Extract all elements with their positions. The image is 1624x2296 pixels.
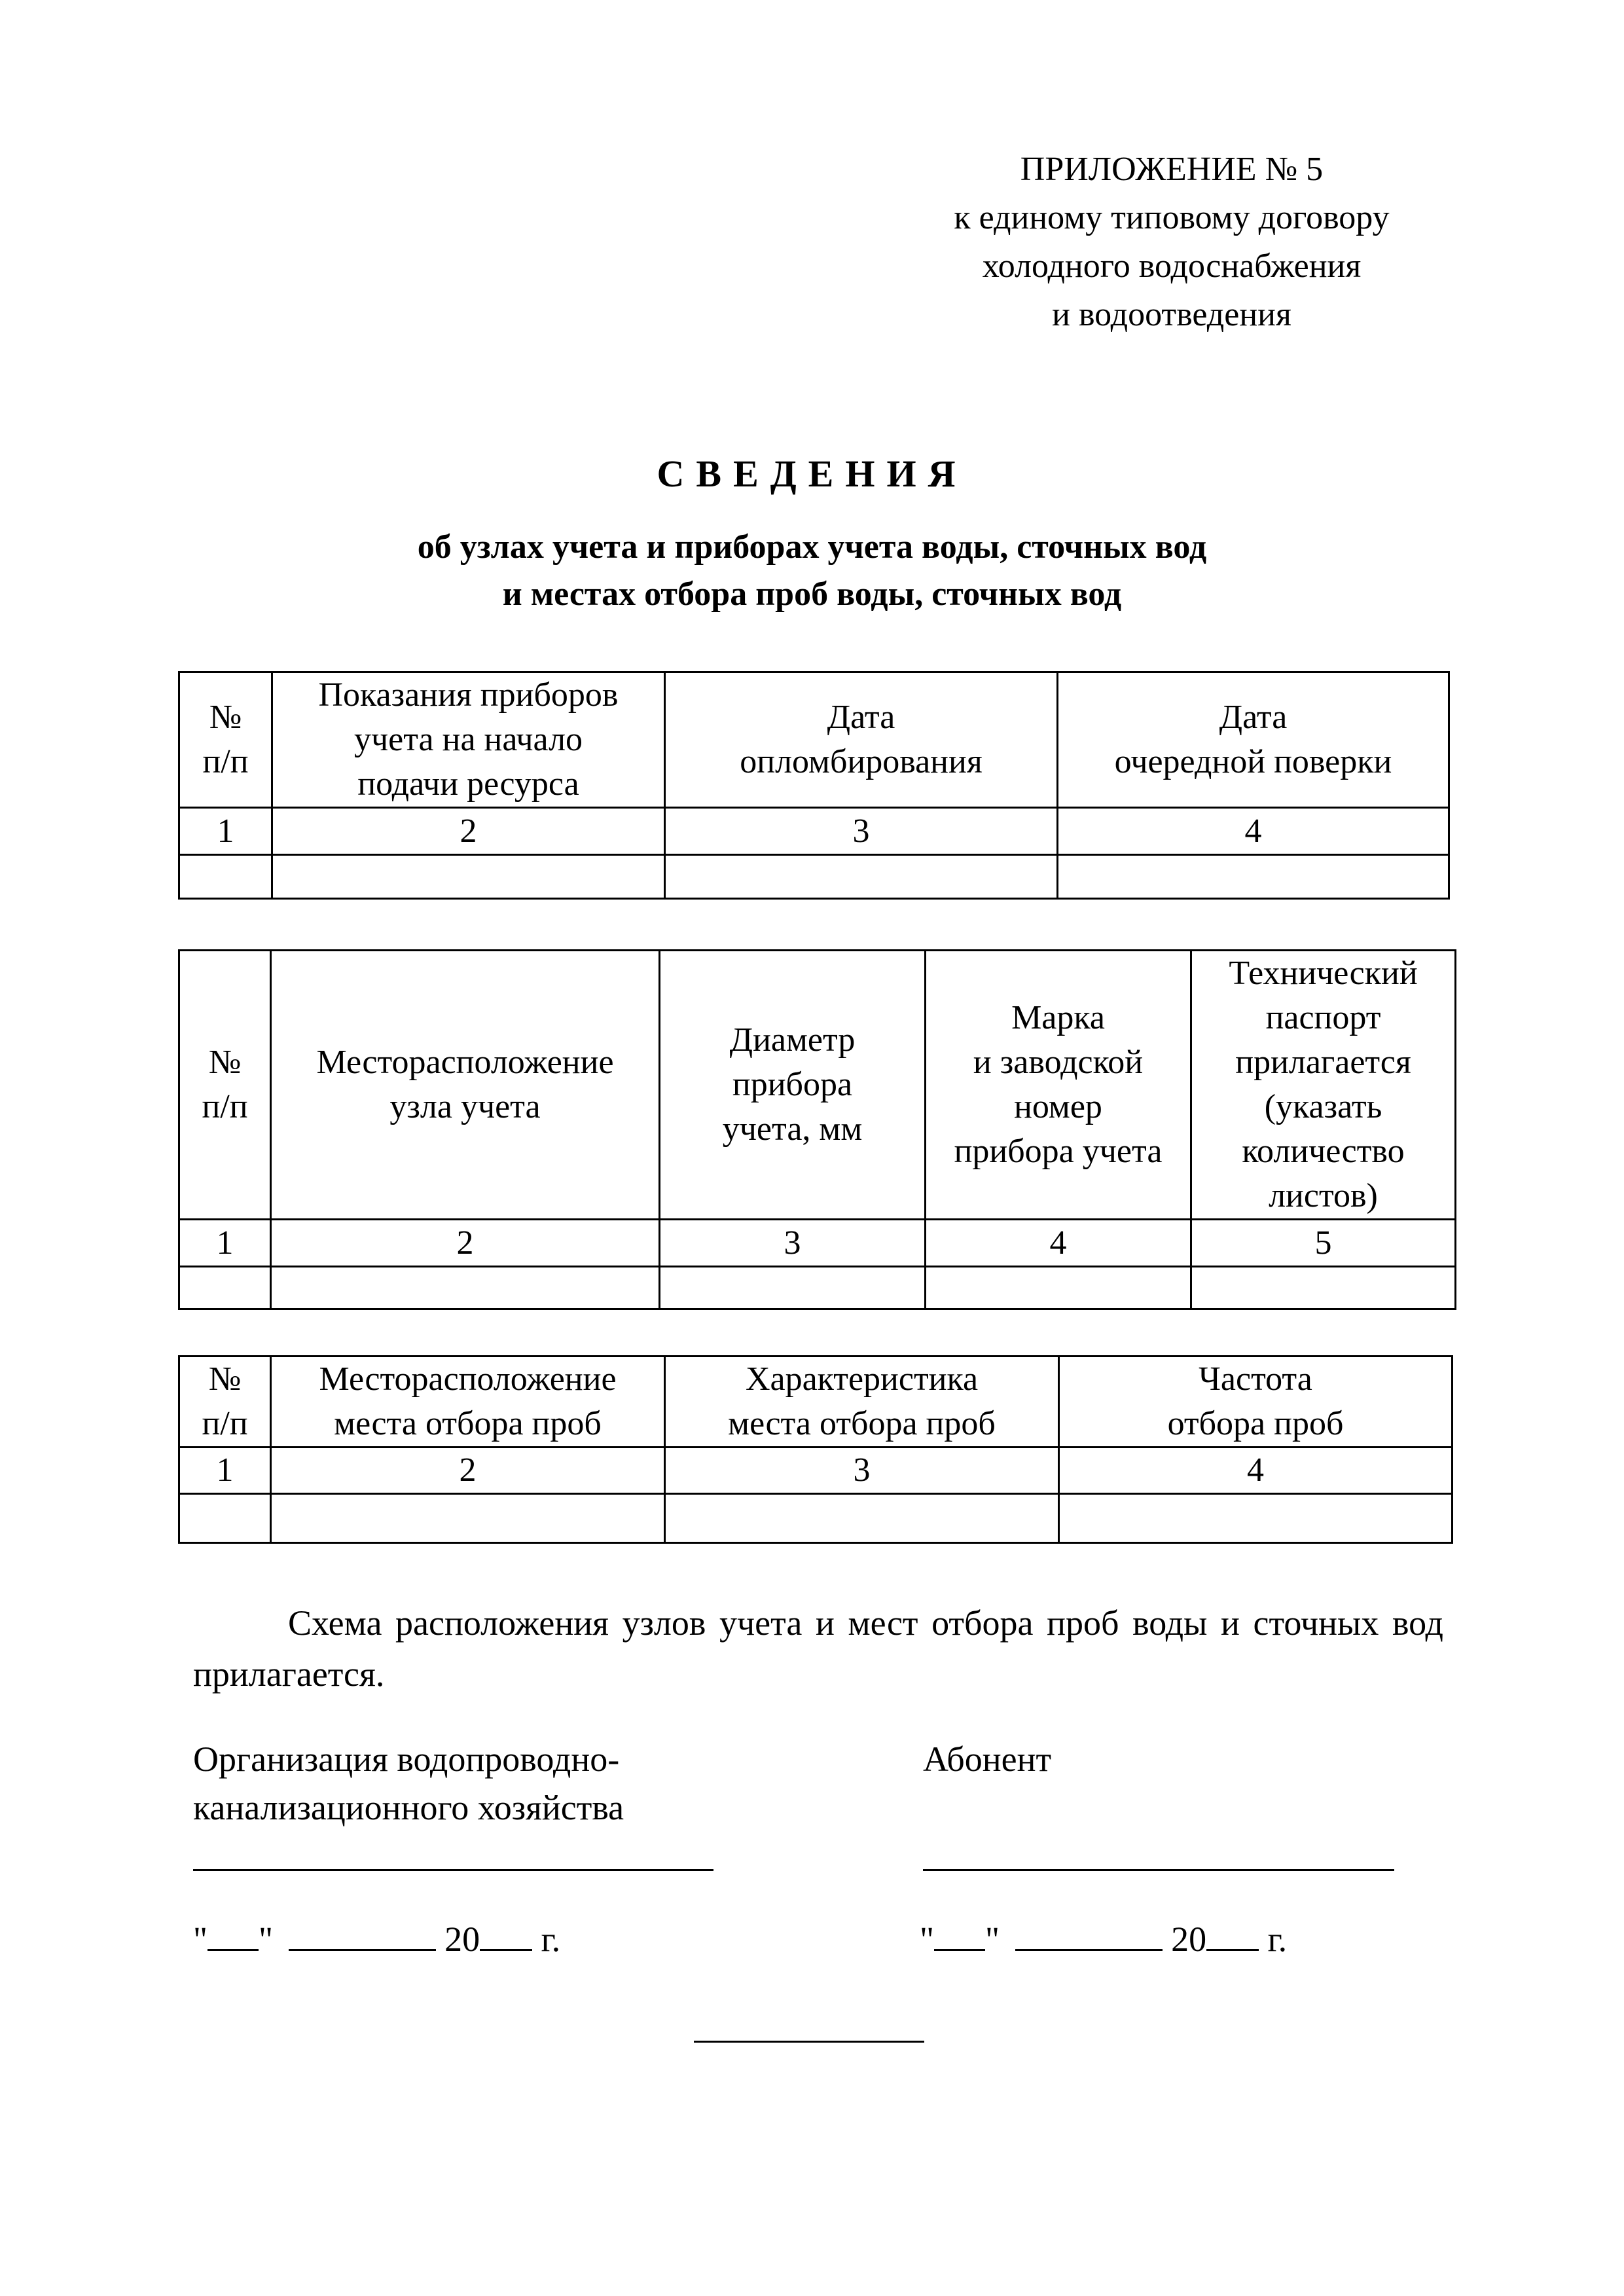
date-day-blank[interactable] [208, 1918, 259, 1951]
date-suffix: г. [541, 1920, 561, 1959]
abonent-signature-line[interactable] [923, 1869, 1394, 1871]
header-meter-diameter: Диаметр прибора учета, мм [660, 951, 926, 1220]
table-empty-row [179, 1494, 1453, 1543]
column-number-3: 3 [665, 808, 1058, 855]
table-empty-row [179, 1267, 1456, 1309]
date-quote-open: " [193, 1920, 208, 1959]
header-sampling-frequency: Частота отбора проб [1059, 1357, 1453, 1448]
header-number: № п/п [179, 672, 272, 808]
column-number-4: 4 [1059, 1448, 1453, 1494]
document-end-divider [694, 2041, 924, 2043]
header-sampling-location: Месторасположение места отбора проб [271, 1357, 665, 1448]
header-technical-passport: Технический паспорт прилагается (указать количество листов) [1191, 951, 1456, 1220]
column-number-5: 5 [1191, 1220, 1456, 1267]
date-quote-open: " [920, 1920, 935, 1959]
empty-cell[interactable] [665, 855, 1058, 899]
document-subtitle-line-1: об узлах учета и приборах учета воды, сточных вод [417, 528, 1207, 566]
column-number-1: 1 [179, 1448, 271, 1494]
column-number-3: 3 [660, 1220, 926, 1267]
empty-cell[interactable] [272, 855, 665, 899]
header-sampling-characteristics: Характеристика места отбора проб [665, 1357, 1059, 1448]
column-number-2: 2 [272, 808, 665, 855]
column-number-3: 3 [665, 1448, 1059, 1494]
column-number-4: 4 [926, 1220, 1191, 1267]
column-number-2: 2 [271, 1220, 660, 1267]
header-number: № п/п [179, 951, 271, 1220]
header-node-location: Месторасположение узла учета [271, 951, 660, 1220]
empty-cell[interactable] [665, 1494, 1059, 1543]
abonent-date-field [920, 1915, 1287, 1963]
meter-readings-table [178, 671, 1450, 900]
header-sealing-date: Дата опломбирования [665, 672, 1058, 808]
date-month-blank[interactable] [289, 1918, 436, 1951]
column-number-4: 4 [1058, 808, 1449, 855]
date-year-prefix: 20 [444, 1920, 480, 1959]
empty-cell[interactable] [179, 1267, 271, 1309]
empty-cell[interactable] [1058, 855, 1449, 899]
empty-cell[interactable] [179, 1494, 271, 1543]
table-empty-row [179, 855, 1449, 899]
empty-cell[interactable] [1059, 1494, 1453, 1543]
abonent-signature-label: Абонент [923, 1740, 1052, 1779]
date-year-blank[interactable] [480, 1918, 532, 1951]
date-year-prefix: 20 [1171, 1920, 1207, 1959]
empty-cell[interactable] [271, 1494, 665, 1543]
empty-cell[interactable] [271, 1267, 660, 1309]
organization-signature-line[interactable] [193, 1869, 713, 1871]
table-number-row [179, 808, 1449, 855]
header-initial-readings: Показания приборов учета на начало подачи ресурса [272, 672, 665, 808]
empty-cell[interactable] [660, 1267, 926, 1309]
date-quote-close: " [985, 1920, 1000, 1959]
table-number-row [179, 1220, 1456, 1267]
appendix-header [910, 145, 1434, 339]
appendix-line-3: холодного водоснабжения [982, 247, 1362, 285]
column-number-2: 2 [271, 1448, 665, 1494]
scheme-note: Схема расположения узлов учета и мест отбора проб воды и сточных вод прилагается. [193, 1603, 1443, 1694]
organization-date-field [193, 1915, 560, 1963]
column-number-1: 1 [179, 808, 272, 855]
metering-nodes-table [178, 949, 1456, 1310]
date-quote-close: " [259, 1920, 274, 1959]
appendix-line-4: и водоотведения [1052, 296, 1291, 333]
header-meter-model-serial: Марка и заводской номер прибора учета [926, 951, 1191, 1220]
table-header-row [179, 672, 1449, 808]
date-suffix: г. [1267, 1920, 1288, 1959]
date-month-blank[interactable] [1015, 1918, 1163, 1951]
organization-signature-label: Организация водопроводно- канализационного хозяйства [193, 1740, 624, 1827]
column-number-1: 1 [179, 1220, 271, 1267]
sampling-points-table [178, 1355, 1453, 1544]
appendix-line-2: к единому типовому договору [954, 199, 1390, 236]
date-year-blank[interactable] [1206, 1918, 1259, 1951]
header-number: № п/п [179, 1357, 271, 1448]
table-number-row [179, 1448, 1453, 1494]
document-subtitle-line-2: и местах отбора проб воды, сточных вод [502, 575, 1122, 613]
empty-cell[interactable] [1191, 1267, 1456, 1309]
header-next-verification-date: Дата очередной поверки [1058, 672, 1449, 808]
document-title: СВЕДЕНИЯ [657, 452, 967, 495]
table-header-row [179, 951, 1456, 1220]
date-day-blank[interactable] [934, 1918, 985, 1951]
appendix-number: ПРИЛОЖЕНИЕ № 5 [1020, 151, 1324, 188]
table-header-row [179, 1357, 1453, 1448]
empty-cell[interactable] [179, 855, 272, 899]
empty-cell[interactable] [926, 1267, 1191, 1309]
